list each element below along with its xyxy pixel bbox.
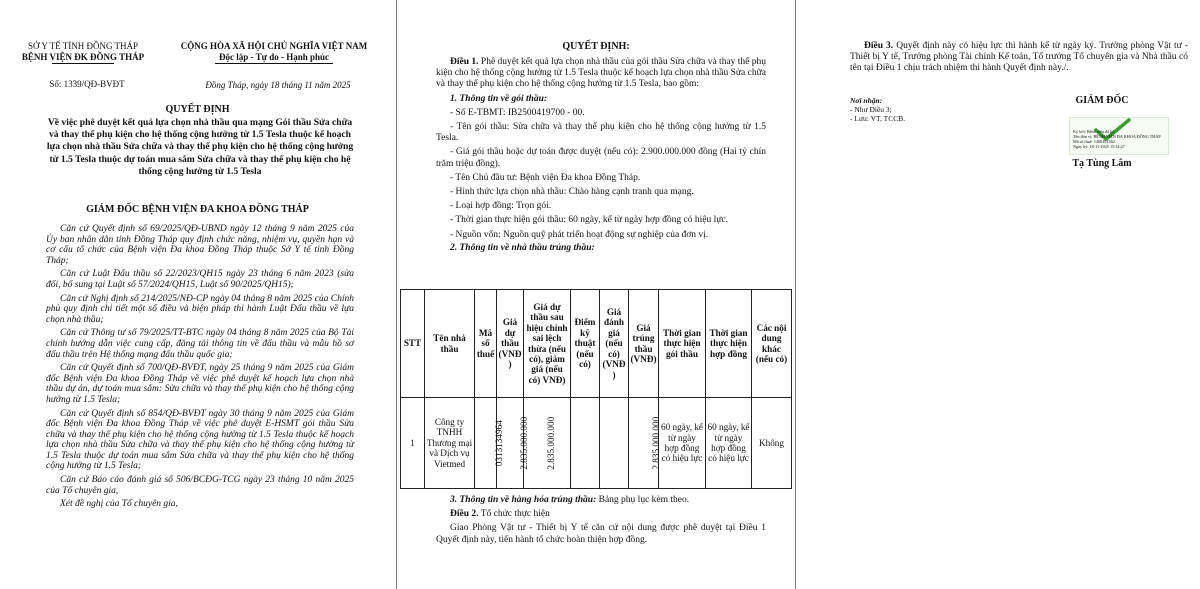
place-date: Đồng Tháp, ngày 18 tháng 11 năm 2025 <box>205 80 351 90</box>
page-3 <box>797 0 1200 589</box>
table-header: Giá dự thầu (VNĐ) <box>497 290 524 398</box>
legal-basis: Căn cứ Báo cáo đánh giá số 506/BCĐG-TCG ngày 23 tháng 10 năm 2025 của Tổ chuyên gia, <box>46 475 354 496</box>
table-header: Mã số thuế <box>475 290 497 398</box>
table-header: Thời gian thực hiện gói thầu <box>659 290 706 398</box>
table-header-row <box>401 290 792 398</box>
table-header: STT <box>401 290 425 398</box>
table-row <box>401 398 792 489</box>
signature-line: Ký bởi: Bệnh viện đã ký <box>1073 129 1115 134</box>
winning-bidder-table-wrap <box>400 289 792 489</box>
table-header: Giá đánh giá (nếu có) (VNĐ) <box>600 290 629 398</box>
winning-price: 2.835.000.000 <box>651 416 662 470</box>
country-name: CỘNG HÒA XÃ HỘI CHỦ NGHĨA VIỆT NAM <box>180 41 368 51</box>
page-1 <box>0 0 395 589</box>
motto-rule <box>215 63 333 64</box>
table-header: Các nội dung khác (nếu có) <box>752 290 792 398</box>
legal-basis: Căn cứ Luật Đấu thầu số 22/2023/QH15 ngày 23 tháng 6 năm 2023 (sửa đổi, bổ sung tại Luật số 57/2024/QH15, Luật số 90/2025/QH15); <box>46 269 354 290</box>
package-info-item: - Thời gian thực hiện gói thầu: 60 ngày, kể từ ngày hợp đồng có hiệu lực. <box>450 215 728 226</box>
table-header: Thời gian thực hiện hợp đồng <box>706 290 752 398</box>
article-2-title: Tổ chức thực hiện <box>480 509 550 520</box>
section-3-text: Bảng phụ lục kèm theo. <box>598 495 690 505</box>
national-motto: Độc lập - Tự do - Hạnh phúc <box>218 51 329 62</box>
legal-basis: Xét đề nghị của Tổ chuyên gia, <box>60 499 178 510</box>
table-cell <box>629 398 662 489</box>
legal-basis: Căn cứ Quyết định số 69/2025/QĐ-UBND ngày 12 tháng 9 năm 2025 của Ủy ban nhân dân tỉnh Đồng Tháp quy định chức năng, nhiệm vụ, quyền hạn và cơ cấu tổ chức của Bệnh viện Đa khoa Đồng Tháp thuộc Sở Y tế tỉnh Đồng Tháp; <box>46 224 354 266</box>
article-2-text: Giao Phòng Vật tư - Thiết bị Y tế căn cứ nội dung được phê duyệt tại Điều 1 Quyết định này, tiến hành tổ chức hoàn thiện hợp đồng. <box>436 523 766 545</box>
section-2-title: 2. Thông tin về nhà thầu trúng thầu: <box>450 242 595 253</box>
package-info-item: - Hình thức lựa chọn nhà thầu: Chào hàng cạnh tranh qua mạng. <box>450 187 694 198</box>
article-3-text: Quyết định này có hiệu lực thi hành kể từ ngày ký. Trưởng phòng Vật tư - Thiết bị Y tế, Trưởng phòng Tài chính Kế toán, Tổ trưởng Tổ chuyên gia và Nhà thầu có tên tại Điều 1 chịu trách nhiệm thi hành Quyết định này./. <box>850 41 1189 74</box>
tax-code: 0313134964 <box>493 420 504 466</box>
package-info-item: - Loại hợp đồng: Trọn gói. <box>450 201 552 212</box>
table-header: Tên nhà thầu <box>425 290 475 398</box>
article-1-text: Phê duyệt kết quả lựa chọn nhà thầu của gói thầu Sửa chữa và thay thế phụ kiện cho hệ thống cộng hưởng từ 1.5 Tesla thuộc kế hoạch lựa chọn nhà thầu Sửa chữa và thay thế phụ kiện cho hệ thống cộng hưởng từ 1.5 Tesla, bao gồm: <box>436 57 767 90</box>
page-2 <box>398 0 794 589</box>
document-number: Số: 1339/QĐ-BVĐT <box>49 79 125 89</box>
table-cell <box>524 398 571 489</box>
table-cell <box>600 398 629 489</box>
table-cell: 1 <box>401 398 425 489</box>
recipient-item: - Lưu: VT, TCCB. <box>850 114 906 123</box>
table-cell: Công ty TNHH Thương mại và Dịch vụ Vietmed <box>425 398 475 489</box>
decision-subtitle: Về việc phê duyệt kết quả lựa chọn nhà thầu qua mạng Gói thầu Sửa chữa và thay thế phụ kiện cho hệ thống cộng hưởng từ 1.5 Tesla thuộc kế hoạch lựa chọn nhà thầu Sửa chữa và thay thế phụ kiện cho hệ thống cộng hưởng từ 1.5 Tesla thuộc dự toán mua sắm Sửa chữa và thay thế phụ kiện cho hệ thống cộng hưởng từ 1.5 Tesla <box>46 117 354 177</box>
recipients <box>850 96 1010 123</box>
legal-bases <box>46 224 354 510</box>
signer-title: GIÁM ĐỐC <box>1075 95 1129 106</box>
header-rule <box>52 63 114 64</box>
table-header: Giá dự thầu sau hiệu chỉnh sai lệch thừa (nếu có), giảm giá (nếu có) VNĐ) <box>524 290 571 398</box>
signature-line: Ngày ký: 18-11-2025 15:34:27 <box>1073 144 1125 149</box>
table-cell: 60 ngày, kể từ ngày hợp đồng có hiệu lực <box>659 398 706 489</box>
article-1-label: Điều 1. <box>450 57 479 67</box>
issuing-authority: GIÁM ĐỐC BỆNH VIỆN ĐA KHOA ĐỒNG THÁP <box>86 204 309 215</box>
package-info-item: - Tên gói thầu: Sửa chữa và thay thế phụ kiện cho hệ thống cộng hưởng từ 1.5 Tesla. <box>436 122 766 144</box>
article-3-label: Điều 3. <box>864 41 894 51</box>
table-header: Điểm kỹ thuật (nếu có) <box>571 290 600 398</box>
package-info-item: - Giá gói thầu hoặc dự toán được duyệt (nếu có): 2.900.000.000 đồng (Hai tỷ chín trăm triệu đồng). <box>436 147 766 169</box>
page-divider <box>795 0 796 589</box>
bid-price: 2.835.000.000 <box>519 416 530 470</box>
legal-basis: Căn cứ Thông tư số 79/2025/TT-BTC ngày 04 tháng 8 năm 2025 của Bộ Tài chính hướng dẫn việc cung cấp, đăng tải thông tin về đấu thầu và mẫu hồ sơ đấu thầu trên Hệ thống mạng đấu thầu quốc gia; <box>46 328 354 360</box>
article-3 <box>850 41 1188 75</box>
recipients-title: Nơi nhận: <box>850 96 883 105</box>
legal-basis: Căn cứ Quyết định số 854/QĐ-BVĐT ngày 30 tháng 9 năm 2025 của Giám đốc Bệnh viện Đa khoa Đồng Tháp về việc phê duyệt E-HSMT gói thầu Sửa chữa và thay thế phụ kiện cho hệ thống cộng hưởng từ 1.5 Tesla thuộc kế hoạch lựa chọn nhà thầu Sửa chữa và thay thế phụ kiện cho hệ thống cộng hưởng từ 1.5 Tesla thuộc dự toán mua sắm Sửa chữa và thay thế phụ kiện cho hệ thống cộng hưởng từ 1.5 Tesla; <box>46 408 354 472</box>
page-divider <box>396 0 397 589</box>
table-cell <box>571 398 600 489</box>
table-cell <box>475 398 504 489</box>
ministry-name: SỞ Y TẾ TỈNH ĐỒNG THÁP <box>27 41 139 51</box>
article-1 <box>436 57 766 254</box>
section-1-title: 1. Thông tin về gói thầu: <box>450 93 548 104</box>
signature-line: Mã số thuế: 1400291362 <box>1073 139 1115 144</box>
signature-details <box>1073 129 1161 149</box>
table-cell: 60 ngày, kể từ ngày hợp đồng có hiệu lực <box>706 398 752 489</box>
adjusted-bid-price: 2.835.000.000 <box>546 416 557 470</box>
section-3-title: 3. Thông tin về hàng hóa trúng thầu: <box>450 495 597 505</box>
signature-line: Tên đơn vị: BỆNH VIỆN ĐA KHOA ĐỒNG THÁP <box>1073 134 1161 139</box>
winning-bidder-table <box>400 289 792 489</box>
package-info-item: - Tên Chủ đầu tư: Bệnh viện Đa khoa Đồng Tháp. <box>450 172 641 183</box>
hospital-name: BỆNH VIỆN ĐK ĐỒNG THÁP <box>21 51 145 62</box>
table-cell: Không <box>752 398 792 489</box>
table-header: Giá trúng thầu (VNĐ) <box>629 290 659 398</box>
legal-basis: Căn cứ Quyết định số 700/QĐ-BVĐT, ngày 25 tháng 9 năm 2025 của Giám đốc Bệnh viện Đa khoa Đồng Tháp về việc phê duyệt kế hoạch lựa chọn nhà thầu dự án, dự toán mua sắm: Sửa chữa và thay thế phụ kiện cho hệ thống cộng hưởng từ 1.5 Tesla; <box>46 363 354 405</box>
article-2-label: Điều 2. <box>450 509 479 520</box>
recipient-item: - Như Điều 3; <box>850 105 892 114</box>
legal-basis: Căn cứ Nghị định số 214/2025/NĐ-CP ngày 04 tháng 8 năm 2025 của Chính phủ quy định chi tiết một số điều và biện pháp thi hành Luật Đấu thầu về lựa chọn nhà thầu; <box>46 293 354 325</box>
header-left <box>8 41 158 64</box>
decision-heading: QUYẾT ĐỊNH: <box>562 41 630 52</box>
signer-name: Tạ Tùng Lâm <box>1072 158 1132 169</box>
decision-title: QUYẾT ĐỊNH <box>165 104 230 115</box>
article-2-block <box>436 495 766 546</box>
digital-signature-stamp <box>1069 117 1169 155</box>
header-right <box>158 41 390 64</box>
package-info-item: - Nguồn vốn: Nguồn quỹ phát triển hoạt động sự nghiệp của đơn vị. <box>450 229 709 240</box>
package-info-item: - Số E-TBMT: IB2500419700 - 00. <box>450 107 585 118</box>
